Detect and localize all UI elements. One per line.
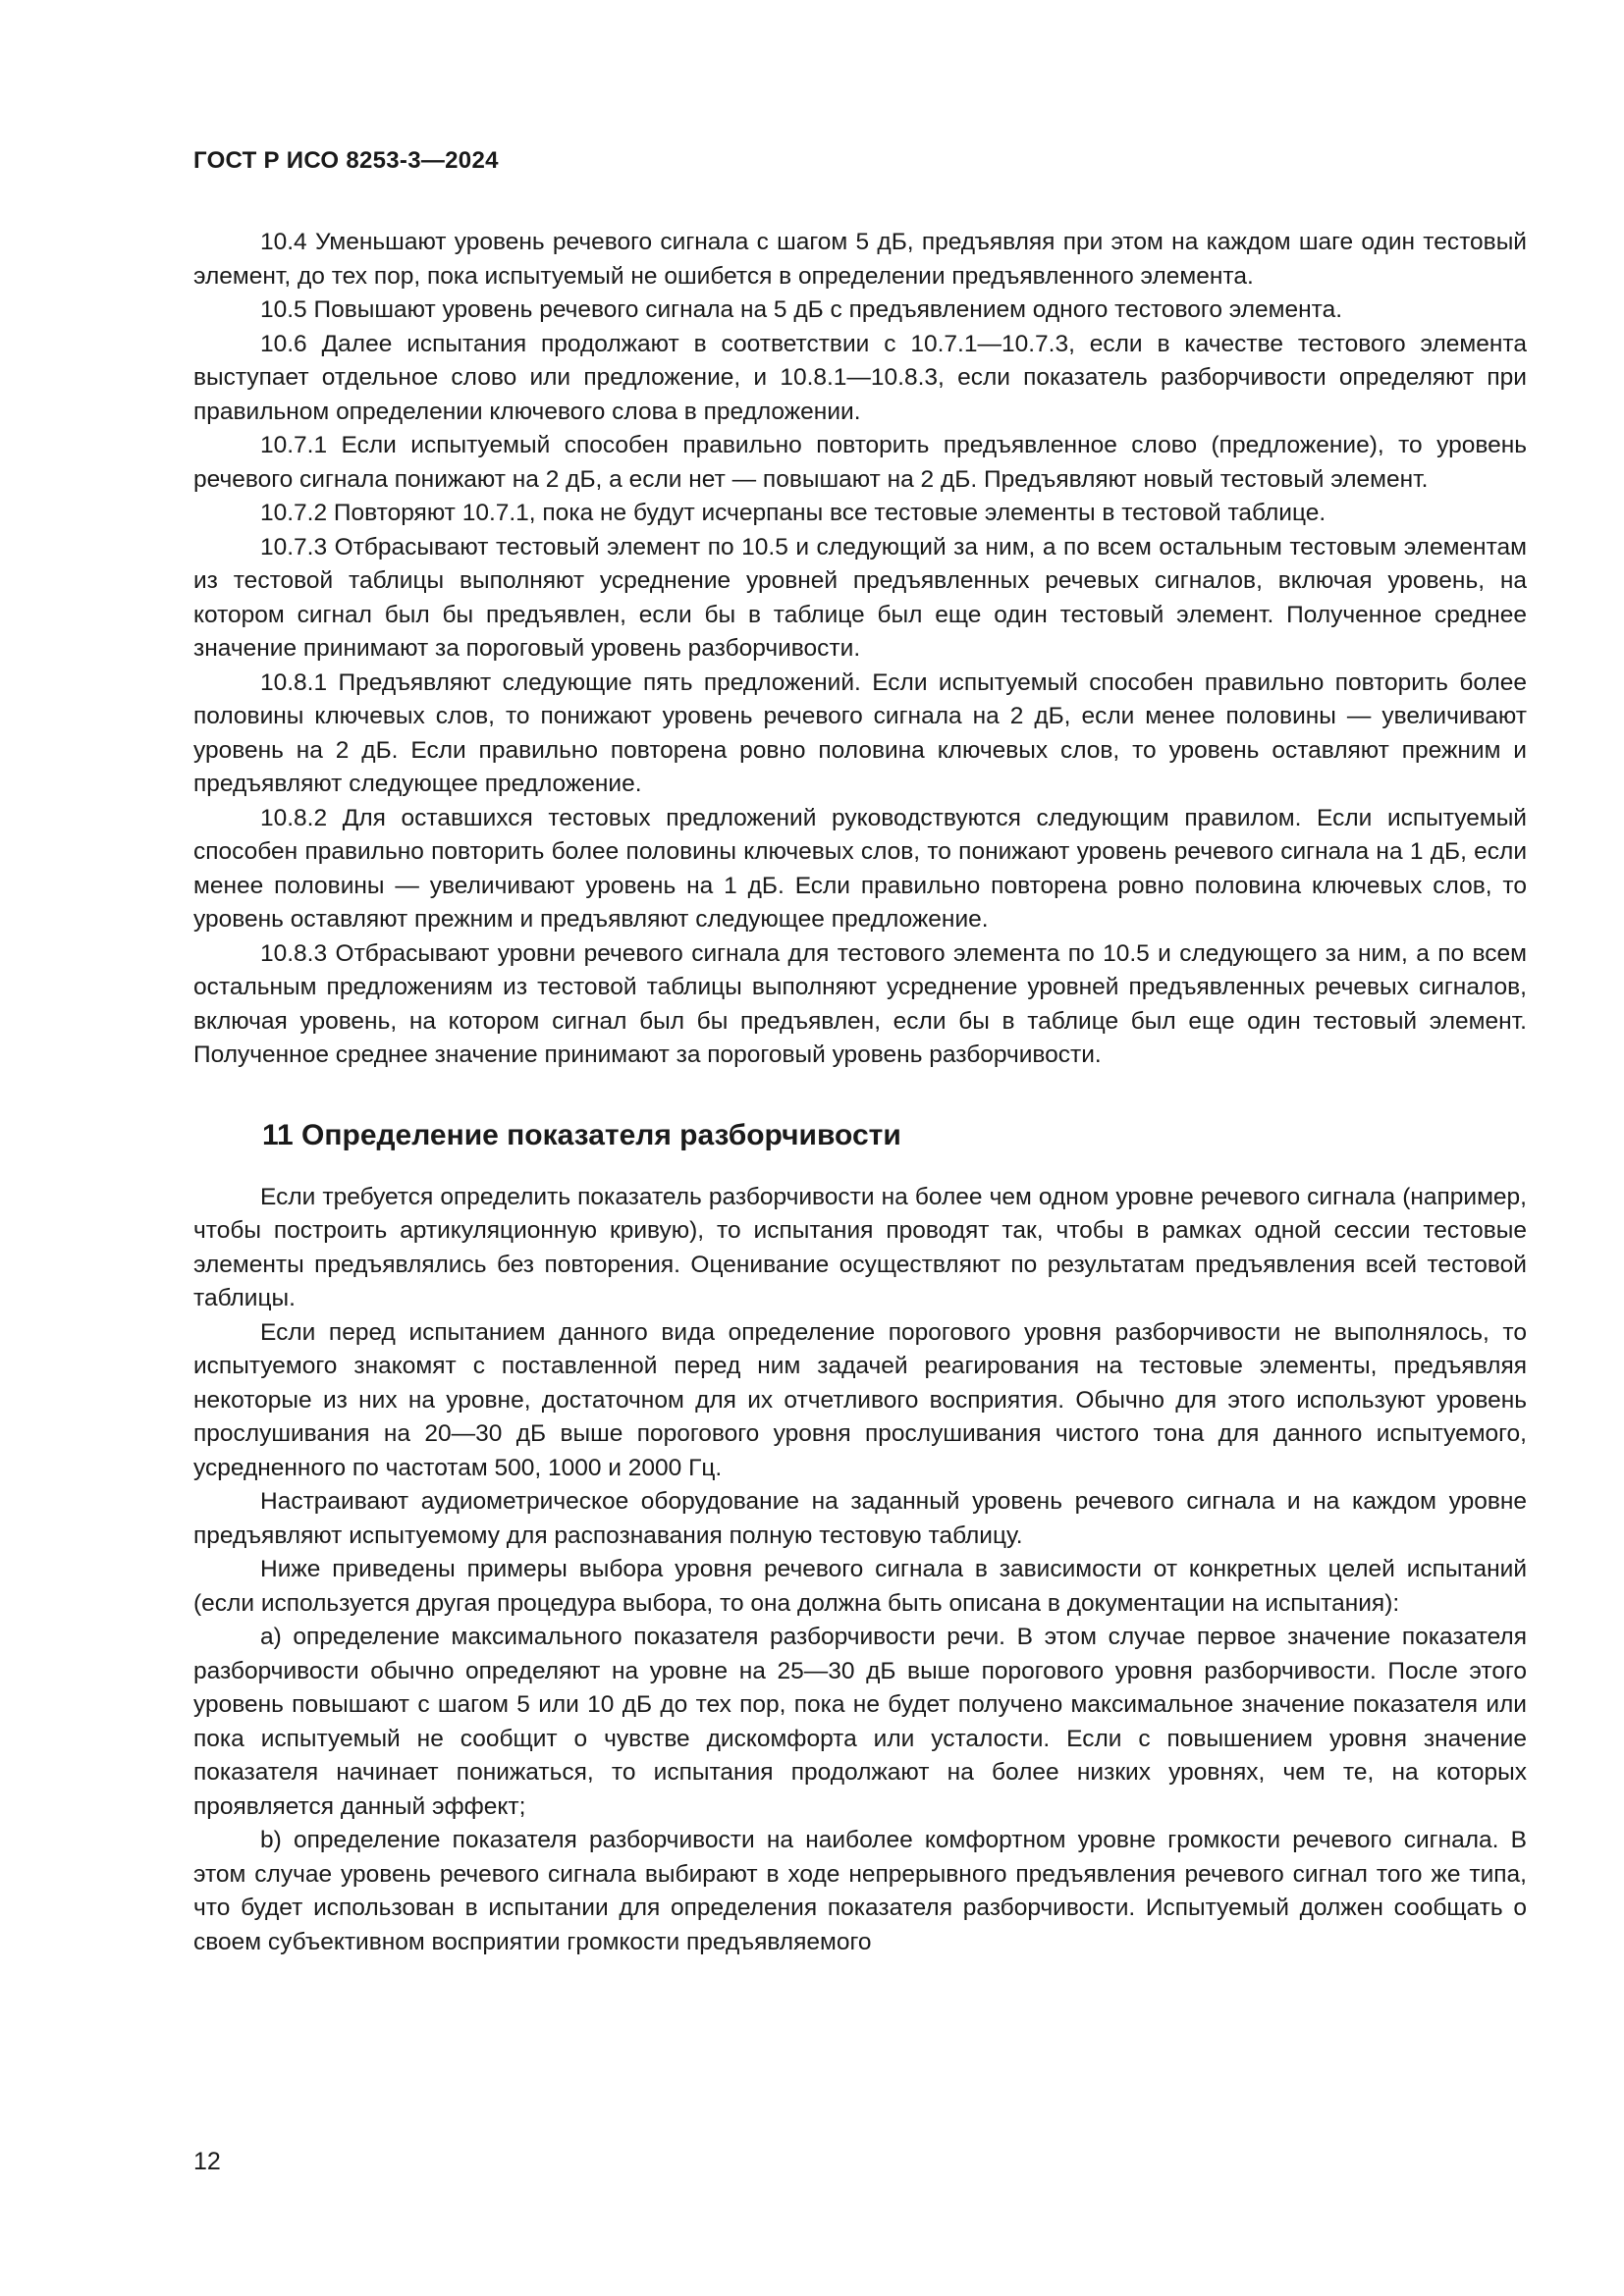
- section-paragraph: Если требуется определить показатель разборчивости на более чем одном уровне речевого сигнала (например, чтобы построить артикуляционную кривую), то испытания проводят так, чтобы в рамках одной сессии тестовые элементы предъявлялись без повторения. Оценивание осуществляют по результатам предъявления всей тестовой таблицы.: [193, 1183, 1527, 1311]
- paragraph-10-8-2: 10.8.2 Для оставшихся тестовых предложений руководствуются следующим правилом. Если испытуемый способен правильно повторить более половины ключевых слов, то понижают уровень речевого сигнала на 1 дБ, если менее половины — увеличивают уровень на 1 дБ. Если правильно повторена ровно половина ключевых слов, то уровень оставляют прежним и предъявляют следующее предложение.: [193, 804, 1527, 933]
- section-paragraph: Ниже приведены примеры выбора уровня речевого сигнала в зависимости от конкретных целей испытаний (если используется другая процедура выбора, то она должна быть описана в документации на испытания):: [193, 1556, 1527, 1617]
- list-item-b: b) определение показателя разборчивости на наиболее комфортном уровне громкости речевого сигнала. В этом случае уровень речевого сигнала выбирают в ходе непрерывного предъявления речевого сигнал того же типа, что будет использован в испытании для определения показателя разборчивости. Испытуемый должен сообщать о своем субъективном восприятии громкости предъявляемого: [193, 1827, 1527, 1955]
- paragraph-10-7-2: 10.7.2 Повторяют 10.7.1, пока не будут исчерпаны все тестовые элементы в тестовой таблице.: [260, 500, 1326, 526]
- document-header: ГОСТ Р ИСО 8253-3—2024: [193, 147, 499, 174]
- paragraph-10-8-1: 10.8.1 Предъявляют следующие пять предложений. Если испытуемый способен правильно повторить более половины ключевых слов, то понижают уровень речевого сигнала на 2 дБ, если менее половины — увеличивают уровень на 2 дБ. Если правильно повторена ровно половина ключевых слов, то уровень оставляют прежним и предъявляют следующее предложение.: [193, 668, 1527, 797]
- list-item-a: a) определение максимального показателя разборчивости речи. В этом случае первое значение показателя разборчивости обычно определяют на уровне на 25—30 дБ выше порогового уровня разборчивости. После этого уровень повышают с шагом 5 или 10 дБ до тех пор, пока не будет получено максимальное значение показателя или пока испытуемый не сообщит о чувстве дискомфорта или усталости. Если с повышением уровня значение показателя начинает понижаться, то испытания продолжают на более низких уровнях, чем те, на которых проявляется данный эффект;: [193, 1624, 1527, 1820]
- paragraph-10-4: 10.4 Уменьшают уровень речевого сигнала с шагом 5 дБ, предъявляя при этом на каждом шаге один тестовый элемент, до тех пор, пока испытуемый не ошибется в определении предъявленного элемента.: [193, 229, 1527, 290]
- section-paragraph: Если перед испытанием данного вида определение порогового уровня разборчивости не выполнялось, то испытуемого знакомят с поставленной перед ним задачей реагирования на тестовые элементы, предъявляя некоторые из них на уровне, достаточном для их отчетливого восприятия. Обычно для этого используют уровень прослушивания на 20—30 дБ выше порогового уровня прослушивания чистого тона для данного испытуемого, усредненного по частотам 500, 1000 и 2000 Гц.: [193, 1318, 1527, 1481]
- paragraph-10-5: 10.5 Повышают уровень речевого сигнала на 5 дБ с предъявлением одного тестового элемента.: [260, 296, 1343, 323]
- paragraph-10-7-1: 10.7.1 Если испытуемый способен правильно повторить предъявленное слово (предложение), то уровень речевого сигнала понижают на 2 дБ, а если нет — повышают на 2 дБ. Предъявляют новый тестовый элемент.: [193, 432, 1527, 493]
- paragraph-10-8-3: 10.8.3 Отбрасывают уровни речевого сигнала для тестового элемента по 10.5 и следующего за ним, а по всем остальным предложениям из тестовой таблицы выполняют усреднение уровней предъявленных речевых сигналов, включая уровень, на котором сигнал был бы предъявлен, если бы в таблице был еще один тестовый элемент. Полученное среднее значение принимают за пороговый уровень разборчивости.: [193, 939, 1527, 1068]
- page-number: 12: [193, 2148, 221, 2175]
- document-body: [193, 226, 1527, 1959]
- paragraph-10-6: 10.6 Далее испытания продолжают в соответствии с 10.7.1—10.7.3, если в качестве тестового элемента выступает отдельное слово или предложение, и 10.8.1—10.8.3, если показатель разборчивости определяют при правильном определении ключевого слова в предложении.: [193, 330, 1527, 425]
- section-title: 11 Определение показателя разборчивости: [262, 1118, 901, 1151]
- paragraph-10-7-3: 10.7.3 Отбрасывают тестовый элемент по 10.5 и следующий за ним, а по всем остальным тестовым элементам из тестовой таблицы выполняют усреднение уровней предъявленных речевых сигналов, включая уровень, на котором сигнал был бы предъявлен, если бы в таблице был еще один тестовый элемент. Полученное среднее значение принимают за пороговый уровень разборчивости.: [193, 533, 1527, 662]
- section-paragraph: Настраивают аудиометрическое оборудование на заданный уровень речевого сигнала и на каждом уровне предъявляют испытуемому для распознавания полную тестовую таблицу.: [193, 1488, 1527, 1549]
